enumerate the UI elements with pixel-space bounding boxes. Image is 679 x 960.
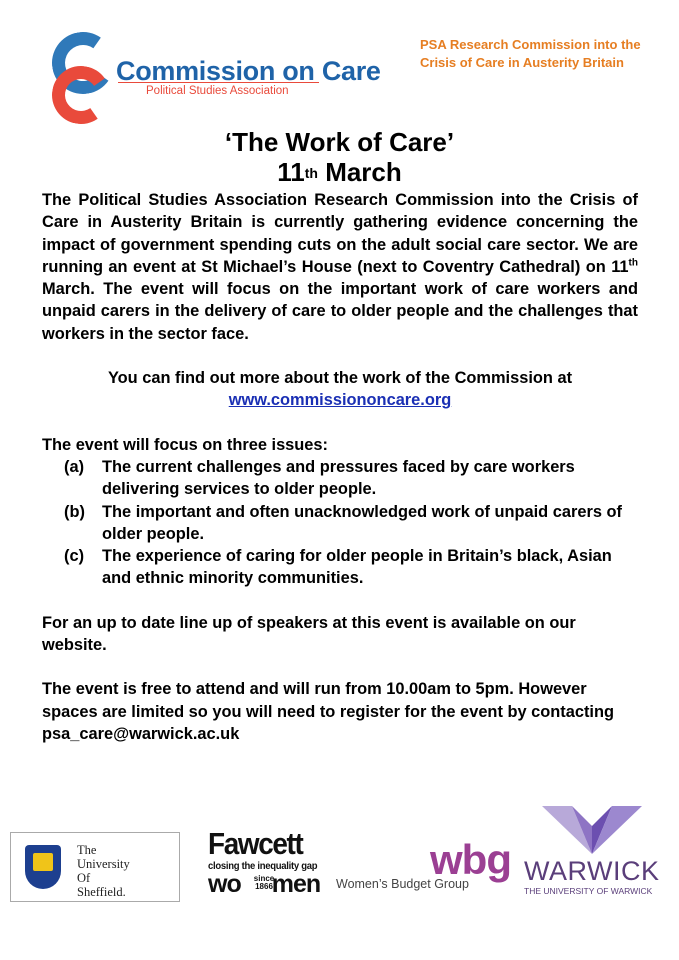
commission-on-care-logo: [50, 30, 380, 122]
issue-label: (c): [64, 547, 85, 566]
register-paragraph: The event is free to attend and will run from 10.00am to 5pm. However spaces are limited so you will need to register for the event by contacting psa_care@warwick.ac.uk: [42, 680, 614, 743]
fawcett-since: [249, 875, 279, 891]
header-line-1: PSA Research Commission into the: [420, 37, 641, 52]
page-title: [0, 127, 679, 187]
sheffield-logo: [10, 832, 180, 902]
sheffield-line: University: [77, 857, 130, 871]
intro-paragraph: [42, 189, 638, 345]
warwick-subtitle: THE UNIVERSITY OF WARWICK: [524, 886, 653, 896]
fawcett-tagline: closing the inequality gap: [208, 861, 318, 872]
commission-website-link[interactable]: www.commissiononcare.org: [228, 391, 452, 410]
header-commission-title: [420, 36, 660, 72]
issue-text: The experience of caring for older people in Britain’s black, Asian and ethnic minority communities.: [102, 547, 612, 588]
logo-name: Commission on Care: [116, 56, 381, 86]
wbg-name: Women’s Budget Group: [336, 877, 469, 891]
more-info-paragraph: [42, 367, 638, 412]
issue-item: [64, 545, 638, 590]
sheffield-wordmark: [77, 843, 130, 899]
issue-item: [64, 501, 638, 546]
sheffield-crest-icon: [25, 845, 61, 889]
more-info-text: You can find out more about the work of the Commission at: [107, 369, 573, 388]
intro-text-2: March. The event will focus on the important work of care workers and unpaid carers in the delivery of care to older people and the challenges that workers in the sector face.: [42, 280, 638, 343]
issue-text: The current challenges and pressures faced by care workers delivering services to older people.: [102, 457, 575, 499]
fawcett-men: men: [271, 870, 321, 898]
body-content: [42, 189, 638, 745]
title-date-day: 11: [277, 157, 305, 187]
title-date-month: March: [325, 157, 402, 187]
speakers-paragraph: For an up to date line up of speakers at this event is available on our website.: [42, 613, 576, 655]
warwick-w-icon: [542, 806, 642, 854]
issue-item: [64, 456, 638, 501]
logo-subtitle: Political Studies Association: [146, 85, 289, 97]
sheffield-line: The: [77, 843, 97, 857]
title-date-suffix: th: [304, 165, 318, 181]
sheffield-line: Sheffield.: [77, 885, 126, 899]
title-line: ‘The Work of Care’: [224, 127, 455, 157]
intro-sup: th: [628, 257, 638, 269]
intro-text-1: The Political Studies Association Research Commission into the Crisis of Care in Austerity Britain is currently gathering evidence concerning the impact of government spending cuts on the adult social care sector. We are running an event at St Michael’s House (next to Coventry Cathedral) on 11: [42, 191, 638, 276]
title-date: [0, 157, 679, 187]
fawcett-name: Fawcett: [208, 826, 303, 861]
header-line-2: Crisis of Care in Austerity Britain: [420, 55, 624, 70]
wbg-mark: wbg: [430, 836, 511, 883]
issues-list: [42, 456, 638, 590]
fawcett-logo: [208, 826, 328, 898]
issues-intro: The event will focus on three issues:: [42, 435, 328, 454]
womens-budget-group-logo: [336, 838, 516, 898]
issue-text: The important and often unacknowledged work of unpaid carers of older people.: [102, 502, 622, 543]
issue-label: (a): [64, 457, 85, 476]
issue-label: (b): [64, 502, 85, 521]
warwick-logo: [520, 806, 660, 898]
warwick-name: WARWICK: [524, 856, 660, 886]
fawcett-year: 1866: [255, 882, 273, 891]
sheffield-line: Of: [77, 871, 91, 885]
fawcett-since-label: since: [253, 874, 275, 883]
fawcett-wo: wo: [208, 870, 241, 898]
